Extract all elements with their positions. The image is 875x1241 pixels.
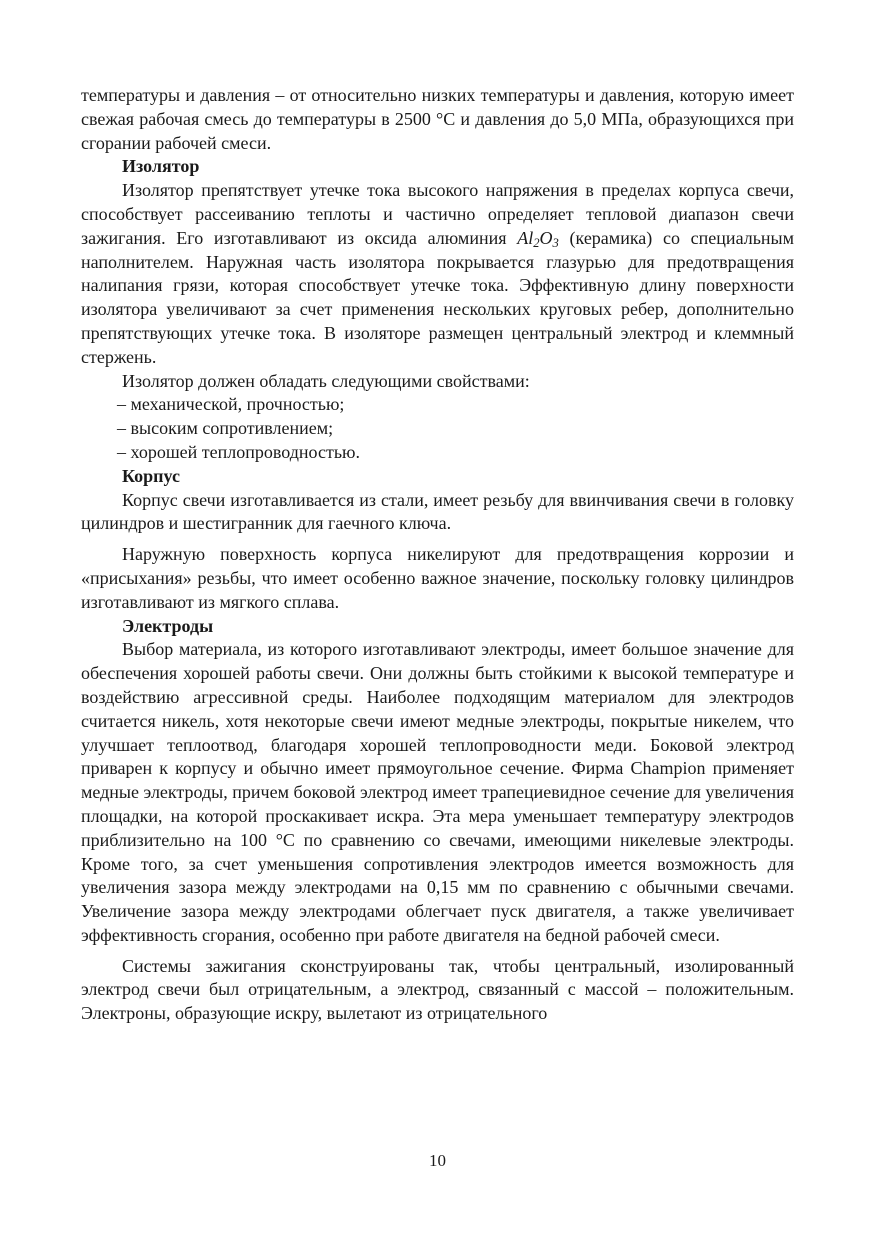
formula-al: Al [517,227,534,248]
body-paragraph-2: Наружную поверхность корпуса никелируют для предотвращения коррозии и «присыхания» резьбы, что имеет особенно важное значение, поскольку головку цилиндров изготавливают из мягкого сплава. [81,544,794,612]
electrodes-heading: Электроды [122,615,214,636]
document-page [81,84,794,1026]
list-item: – высоким сопротивлением; [117,418,334,439]
intro-paragraph: температуры и давления – от относительно низких температуры и давления, которую имеет свежая рабочая смесь до температуры в 2500 °С и давления до 5,0 МПа, образующихся при сгорании рабочей смеси. [81,85,794,153]
insulator-paragraph [81,179,794,369]
body-paragraph-1: Корпус свечи изготавливается из стали, имеет резьбу для ввинчивания свечи в головку цилиндров и шестигранник для гаечного ключа. [81,489,794,534]
list-item: – хорошей теплопроводностью. [117,441,361,462]
insulator-text-b: (керамика) со специальным наполнителем. Наружная часть изолятора покрывается глазурью для предотвращения налипания грязи, которая способствует утечке тока. Эффективную длину поверхности изолятора увеличивают за счет применения нескольких круговых ребер, дополнительно препятствующих утечке тока. В изоляторе размещен центральный электрод и клеммный стержень. [81,227,795,367]
formula-subscript-3: 3 [552,235,559,250]
formula-o: O [539,227,553,248]
list-item: – механической, прочностью; [117,394,345,415]
ignition-paragraph: Системы зажигания сконструированы так, чтобы центральный, изолированный электрод свечи был отрицательным, а электрод, связанный с массой – положительным. Электроны, образующие искру, вылетают из отрицательного [81,955,794,1024]
alumina-formula [517,228,559,248]
page-number: 10 [429,1151,446,1170]
electrodes-paragraph: Выбор материала, из которого изготавливают электроды, имеет большое значение для обеспечения хорошей работы свечи. Они должны быть стойкими к высокой температуре и воздействию агрессивной среды. Наиболее подходящим материалом для электродов считается никель, хотя некоторые свечи имеют медные электроды, покрытые никелем, что улучшает теплоотвод, благодаря хорошей теплопроводности меди. Боковой электрод приварен к корпусу и обычно имеет прямоугольное сечение. Фирма Champion применяет медные электроды, причем боковой электрод имеет трапециевидное сечение для увеличения площадки, на которой проскакивает искра. Эта мера уменьшает температуру электродов приблизительно на 100 °С по сравнению со свечами, имеющими никелевые электроды. Кроме того, за счет уменьшения сопротивления электродов имеется возможность для увеличения зазора между электродами на 0,15 мм по сравнению с обычными свечами. Увеличение зазора между электродами облегчает пуск двигателя, а также увеличивает эффективность сгорания, особенно при работе двигателя на бедной рабочей смеси. [81,639,794,945]
insulator-heading: Изолятор [122,156,200,177]
properties-intro: Изолятор должен обладать следующими свойствами: [122,370,530,391]
formula-subscript-2: 2 [533,235,540,250]
insulator-text-a: Изолятор препятствует утечке тока высокого напряжения в пределах корпуса свечи, способствует рассеиванию теплоты и частично определяет тепловой диапазон свечи зажигания. Его изготавливают из оксида алюминия [81,180,794,248]
body-heading: Корпус [122,465,180,486]
